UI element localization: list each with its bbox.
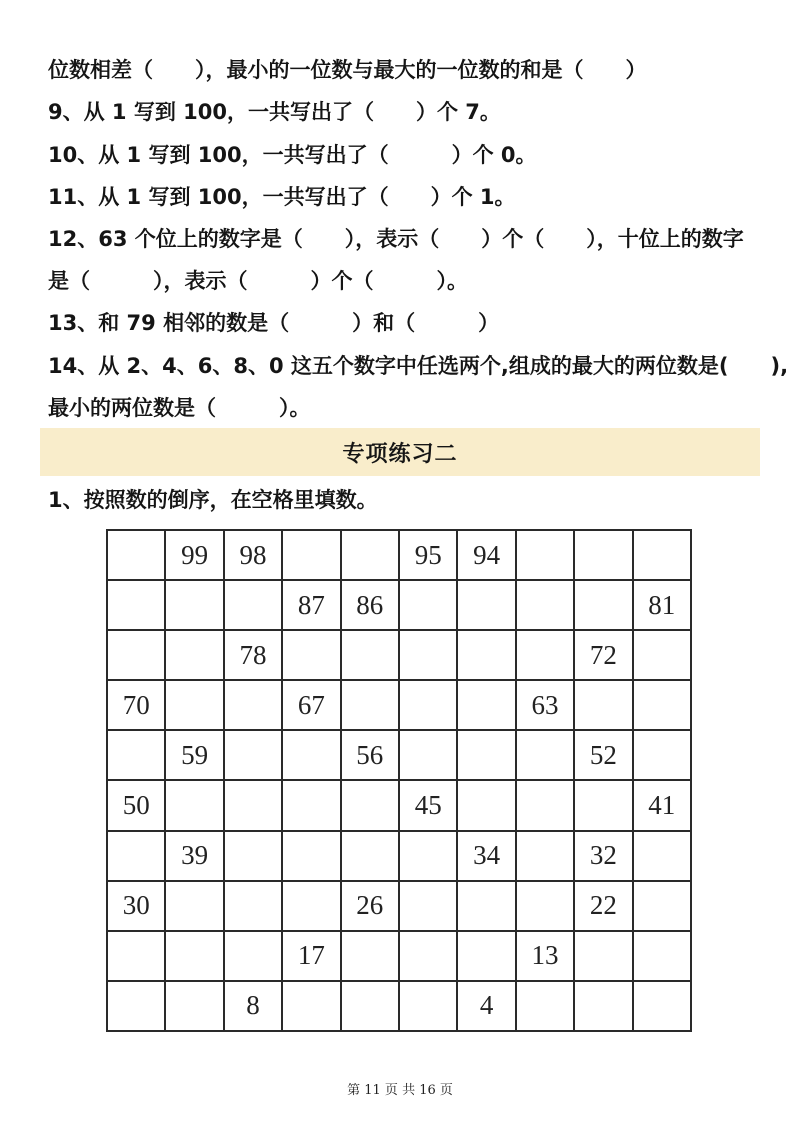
question-9: 9、从 1 写到 100，一共写出了（ ）个 7。 [48, 100, 501, 124]
question-11: 11、从 1 写到 100，一共写出了（ ）个 1。 [48, 185, 516, 209]
number-cell: 22 [575, 882, 633, 932]
number-cell: 81 [634, 581, 692, 631]
blank-cell [166, 681, 224, 731]
blank-cell [575, 781, 633, 831]
question-12: 12、63 个位上的数字是（ ），表示（ ）个（ ），十位上的数字 [48, 227, 744, 251]
exercise-instruction: 1、按照数的倒序，在空格里填数。 [48, 488, 378, 512]
blank-cell [166, 932, 224, 982]
blank-cell [517, 581, 575, 631]
blank-cell [458, 631, 516, 681]
blank-cell [225, 731, 283, 781]
blank-cell [342, 631, 400, 681]
blank-cell [517, 631, 575, 681]
number-cell: 26 [342, 882, 400, 932]
number-cell: 41 [634, 781, 692, 831]
number-cell: 78 [225, 631, 283, 681]
blank-cell [634, 681, 692, 731]
blank-cell [400, 932, 458, 982]
blank-cell [108, 531, 166, 581]
blank-cell [634, 631, 692, 681]
question-13: 13、和 79 相邻的数是（ ）和（ ） [48, 311, 500, 335]
section-header-band [40, 428, 760, 476]
blank-cell [108, 832, 166, 882]
number-cell: 4 [458, 982, 516, 1032]
blank-cell [342, 531, 400, 581]
number-cell: 13 [517, 932, 575, 982]
blank-cell [400, 731, 458, 781]
blank-cell [517, 832, 575, 882]
number-cell: 32 [575, 832, 633, 882]
blank-cell [225, 781, 283, 831]
blank-cell [634, 982, 692, 1032]
question-12-continuation: 是（ ），表示（ ）个（ ）。 [48, 269, 468, 293]
blank-cell [225, 681, 283, 731]
blank-cell [108, 932, 166, 982]
number-cell: 17 [283, 932, 341, 982]
blank-cell [400, 581, 458, 631]
number-cell: 30 [108, 882, 166, 932]
blank-cell [634, 731, 692, 781]
blank-cell [225, 932, 283, 982]
blank-cell [283, 731, 341, 781]
question-14-continuation: 最小的两位数是（ ）。 [48, 396, 311, 420]
number-cell: 95 [400, 531, 458, 581]
question-8-continuation: 位数相差（ ），最小的一位数与最大的一位数的和是（ ） [48, 58, 647, 82]
blank-cell [634, 531, 692, 581]
blank-cell [634, 832, 692, 882]
number-cell: 72 [575, 631, 633, 681]
number-cell: 70 [108, 681, 166, 731]
blank-cell [517, 781, 575, 831]
blank-cell [283, 781, 341, 831]
blank-cell [517, 731, 575, 781]
blank-cell [400, 681, 458, 731]
number-cell: 63 [517, 681, 575, 731]
blank-cell [458, 581, 516, 631]
number-cell: 50 [108, 781, 166, 831]
blank-cell [342, 832, 400, 882]
blank-cell [517, 882, 575, 932]
blank-cell [575, 581, 633, 631]
number-cell: 59 [166, 731, 224, 781]
blank-cell [283, 531, 341, 581]
blank-cell [575, 982, 633, 1032]
number-cell: 94 [458, 531, 516, 581]
number-cell: 98 [225, 531, 283, 581]
blank-cell [166, 581, 224, 631]
blank-cell [342, 932, 400, 982]
number-cell: 45 [400, 781, 458, 831]
page-footer: 第 11 页 共 16 页 [347, 1083, 453, 1098]
blank-cell [283, 832, 341, 882]
blank-cell [108, 631, 166, 681]
blank-cell [458, 781, 516, 831]
blank-cell [400, 832, 458, 882]
number-cell: 39 [166, 832, 224, 882]
blank-cell [342, 681, 400, 731]
blank-cell [166, 781, 224, 831]
blank-cell [400, 631, 458, 681]
blank-cell [225, 882, 283, 932]
blank-cell [166, 631, 224, 681]
blank-cell [517, 531, 575, 581]
number-cell: 8 [225, 982, 283, 1032]
blank-cell [225, 581, 283, 631]
blank-cell [342, 982, 400, 1032]
blank-cell [400, 982, 458, 1032]
blank-cell [634, 882, 692, 932]
question-10: 10、从 1 写到 100，一共写出了（ ）个 0。 [48, 143, 537, 167]
blank-cell [634, 932, 692, 982]
blank-cell [225, 832, 283, 882]
blank-cell [283, 882, 341, 932]
number-cell: 67 [283, 681, 341, 731]
blank-cell [575, 681, 633, 731]
number-grid [106, 529, 692, 1032]
number-cell: 87 [283, 581, 341, 631]
blank-cell [458, 932, 516, 982]
question-14: 14、从 2、4、6、8、0 这五个数字中任选两个,组成的最大的两位数是( ), [48, 354, 789, 378]
blank-cell [575, 932, 633, 982]
section-title: 专项练习二 [342, 441, 458, 467]
blank-cell [283, 631, 341, 681]
blank-cell [108, 581, 166, 631]
number-cell: 56 [342, 731, 400, 781]
blank-cell [108, 731, 166, 781]
number-cell: 99 [166, 531, 224, 581]
number-cell: 86 [342, 581, 400, 631]
number-cell: 52 [575, 731, 633, 781]
blank-cell [458, 681, 516, 731]
blank-cell [400, 882, 458, 932]
blank-cell [342, 781, 400, 831]
blank-cell [166, 982, 224, 1032]
number-cell: 34 [458, 832, 516, 882]
blank-cell [517, 982, 575, 1032]
blank-cell [458, 882, 516, 932]
blank-cell [283, 982, 341, 1032]
blank-cell [575, 531, 633, 581]
blank-cell [108, 982, 166, 1032]
blank-cell [458, 731, 516, 781]
blank-cell [166, 882, 224, 932]
